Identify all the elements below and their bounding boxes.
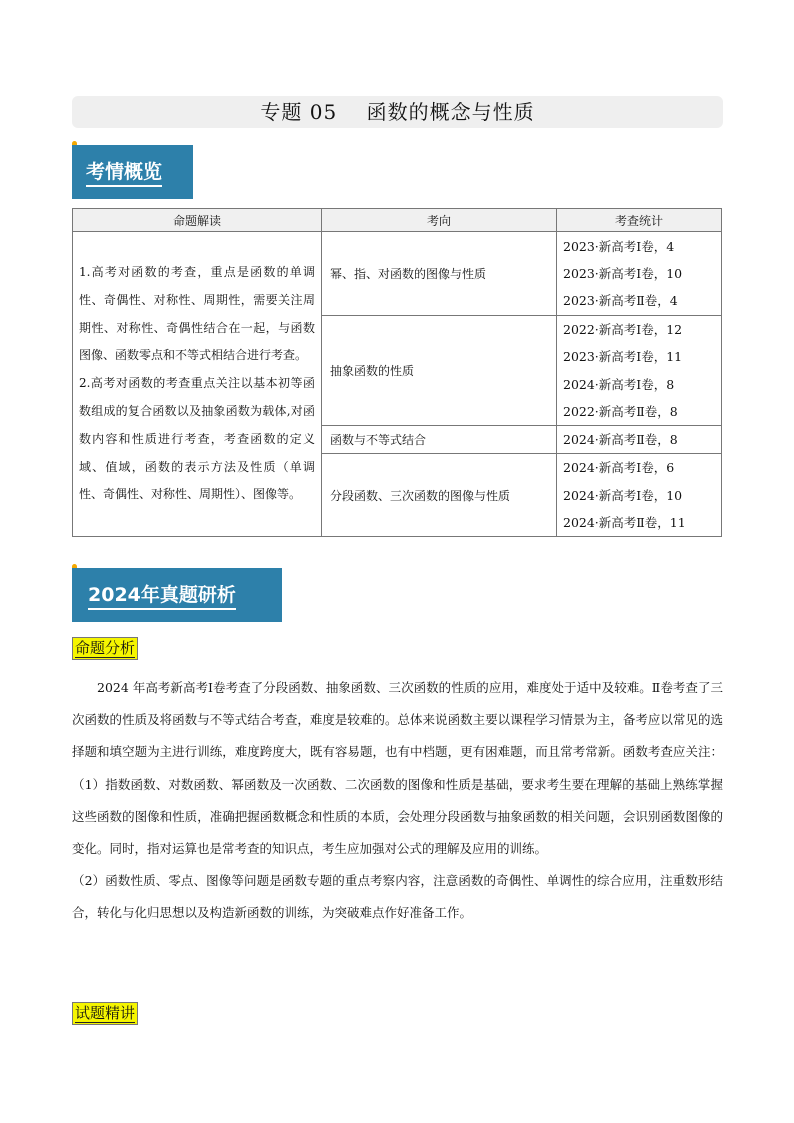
page-title: 专题 05 函数的概念与性质 <box>72 96 723 128</box>
section-title-2024: 2024年真题研析 <box>88 584 236 610</box>
direction-cell: 分段函数、三次函数的图像与性质 <box>322 454 557 537</box>
column-header: 考向 <box>322 209 557 232</box>
analysis-paragraph-2: （2）函数性质、零点、图像等问题是函数专题的重点考察内容，注意函数的奇偶性、单调性的综合应用，注重数形结合，转化与化归思想以及构造新函数的训练，为突破难点作好准备工作。 <box>72 873 723 921</box>
stat-item: 2023·新高考Ⅰ卷，10 <box>563 265 683 281</box>
direction-cell: 抽象函数的性质 <box>322 316 557 426</box>
direction-cell: 幂、指、对函数的图像与性质 <box>322 232 557 316</box>
stats-cell <box>557 316 722 426</box>
overview-table <box>72 208 722 537</box>
stat-item: 2022·新高考Ⅰ卷，12 <box>563 322 683 337</box>
stat-item: 2024·新高考Ⅱ卷，11 <box>563 515 686 531</box>
practice-label: 试题精讲 <box>72 1002 138 1025</box>
stat-item: 2024·新高考Ⅰ卷，10 <box>563 487 683 503</box>
stats-cell <box>557 426 722 454</box>
analysis-paragraph-1: 2024 年高考新高考Ⅰ卷考查了分段函数、抽象函数、三次函数的性质的应用，难度处于适中及较难。Ⅱ卷考查了三次函数的性质及将函数与不等式结合考查，难度是较难的。总体来说函数主要以课程学习情景为主，备考应以常见的选择题和填空题为主进行训练，难度跨度大，既有容易题，也有中档题，更有困难题，而且常考常新。函数考查应关注：（1）指数函数、对数函数、幂函数及一次函数、二次函数的图像和性质是基础，要求考生要在理解的基础上熟练掌握这些函数的图像和性质，准确把握函数概念和性质的本质，会处理分段函数与抽象函数的相关问题，会识别函数图像的变化。同时，指对运算也是常考查的知识点，考生应加强对公式的理解及应用的训练。 <box>72 680 723 857</box>
interpretation-cell: 1.高考对函数的考查，重点是函数的单调性、奇偶性、对称性、周期性，需要关注周期性、对称性、奇偶性结合在一起，与函数图像、函数零点和不等式相结合进行考查。 2.高考对函数的考查重点关注以基本初等函数组成的复合函数以及抽象函数为载体,对函数内容和性质进行考查，考查函数的定义域、值域，函数的表示方法及性质（单调性、奇偶性、对称性、周期性）、图像等。 <box>73 232 322 537</box>
stat-item: 2024·新高考Ⅰ卷，8 <box>563 376 675 392</box>
analysis-text <box>72 672 723 930</box>
stats-cell <box>557 232 722 316</box>
stat-item: 2024·新高考Ⅱ卷，8 <box>563 432 678 448</box>
stats-cell <box>557 454 722 537</box>
section-title-overview: 考情概览 <box>86 161 162 187</box>
stat-item: 2023·新高考Ⅰ卷，11 <box>563 349 683 365</box>
stat-item: 2022·新高考Ⅱ卷，8 <box>563 403 678 419</box>
stat-item: 2023·新高考Ⅱ卷，4 <box>563 293 678 309</box>
analysis-label: 命题分析 <box>72 637 138 660</box>
column-header: 命题解读 <box>73 209 322 232</box>
column-header: 考查统计 <box>557 209 722 232</box>
stat-item: 2023·新高考Ⅰ卷，4 <box>563 238 675 254</box>
direction-cell: 函数与不等式结合 <box>322 426 557 454</box>
stat-item: 2024·新高考Ⅰ卷，6 <box>563 460 675 476</box>
